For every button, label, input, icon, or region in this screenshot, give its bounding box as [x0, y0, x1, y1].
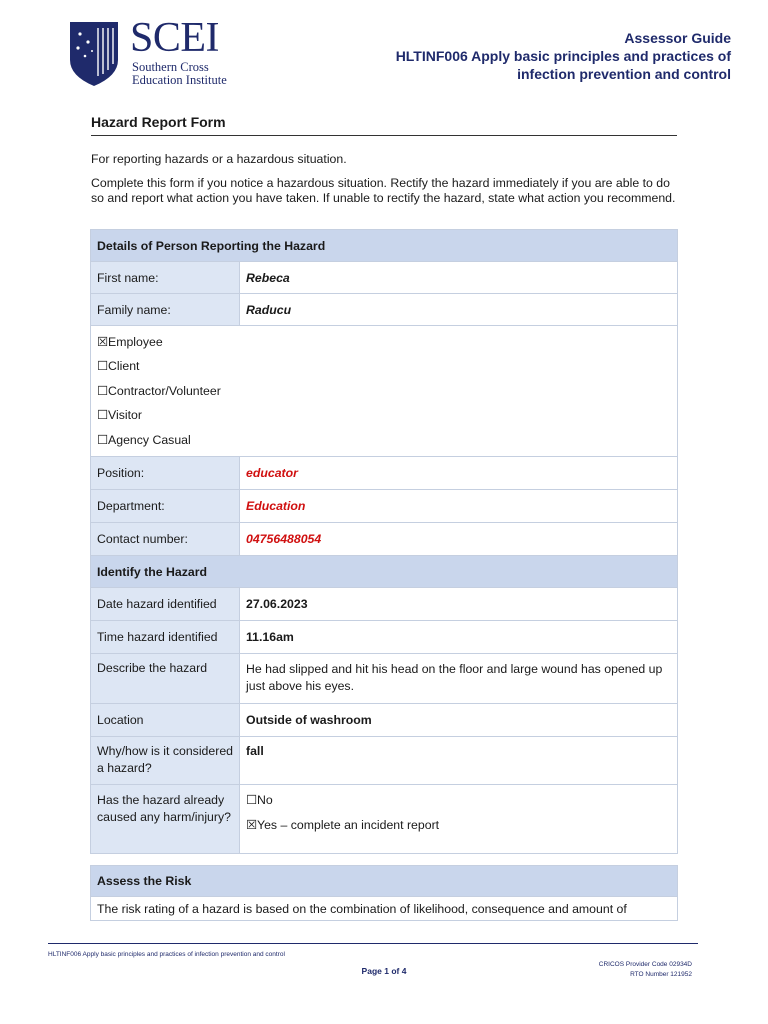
time-value[interactable]: 11.16am: [240, 621, 678, 654]
page-number: Page 1 of 4: [361, 966, 407, 976]
department-value[interactable]: Education: [240, 490, 678, 523]
footer-unit: HLTINF006 Apply basic principles and practices of infection prevention and control: [48, 951, 285, 958]
contact-label: Contact number:: [91, 523, 240, 556]
harm-checkboxes: [240, 785, 678, 854]
department-label: Department:: [91, 490, 240, 523]
why-value[interactable]: fall: [240, 737, 678, 785]
form-intro: [91, 152, 681, 215]
harm-yes-checkbox[interactable]: ☒Yes – complete an incident report: [246, 817, 440, 832]
contact-value[interactable]: 04756488054: [240, 523, 678, 556]
first-name-value[interactable]: Rebeca: [240, 262, 678, 294]
role-checkboxes: [91, 326, 678, 457]
unit-title-line1: HLTINF006 Apply basic principles and practices of: [395, 48, 731, 64]
cricos-code: CRICOS Provider Code 02934D: [598, 961, 692, 968]
family-name-label: Family name:: [91, 294, 240, 326]
logo-wordmark: SCEI: [130, 15, 220, 61]
describe-label: Describe the hazard: [91, 654, 240, 704]
risk-heading: Assess the Risk: [91, 866, 678, 897]
role-client-checkbox[interactable]: ☐Client: [97, 359, 140, 374]
location-value[interactable]: Outside of washroom: [240, 704, 678, 737]
scei-logo: [68, 15, 258, 90]
logo-subtitle-line1: Southern Cross: [132, 60, 209, 74]
guide-title: Assessor Guide: [624, 30, 731, 46]
date-value[interactable]: 27.06.2023: [240, 588, 678, 621]
intro-paragraph: Complete this form if you notice a hazardous situation. Rectify the hazard immediately if you are able to do so and report what action you have taken. If unable to rectify the hazard, state what action you recommend.: [91, 176, 676, 205]
role-visitor-checkbox[interactable]: ☐Visitor: [97, 408, 142, 423]
location-label: Location: [91, 704, 240, 737]
time-label: Time hazard identified: [91, 621, 240, 654]
role-agency-checkbox[interactable]: ☐Agency Casual: [97, 432, 191, 447]
describe-value[interactable]: He had slipped and hit his head on the floor and large wound has opened up just above his eyes.: [240, 654, 678, 704]
intro-line: For reporting hazards or a hazardous situation.: [91, 152, 347, 166]
document-header: [396, 29, 731, 83]
date-label: Date hazard identified: [91, 588, 240, 621]
position-label: Position:: [91, 457, 240, 490]
form-title: Hazard Report Form: [91, 114, 677, 136]
role-contractor-checkbox[interactable]: ☐Contractor/Volunteer: [97, 383, 221, 398]
why-label: Why/how is it considered a hazard?: [91, 737, 240, 785]
footer-divider: [48, 943, 698, 944]
unit-title-line2: infection prevention and control: [517, 66, 731, 82]
logo-subtitle-line2: Education Institute: [132, 73, 227, 87]
reporter-heading: Details of Person Reporting the Hazard: [91, 230, 678, 262]
harm-no-checkbox[interactable]: ☐No: [246, 793, 273, 807]
first-name-label: First name:: [91, 262, 240, 294]
hazard-heading: Identify the Hazard: [91, 556, 678, 588]
logo-subtitle: [132, 61, 227, 87]
position-value[interactable]: educator: [240, 457, 678, 490]
reporter-details-table: [90, 229, 678, 854]
footer-codes: [599, 960, 692, 980]
family-name-value[interactable]: Raducu: [240, 294, 678, 326]
assess-risk-table: [90, 865, 678, 921]
risk-text: The risk rating of a hazard is based on the combination of likelihood, consequence and amount of: [91, 897, 678, 921]
role-employee-checkbox[interactable]: ☒Employee: [97, 334, 163, 349]
rto-number: RTO Number 121952: [630, 971, 692, 978]
shield-logo-icon: [68, 18, 120, 88]
harm-label: Has the hazard already caused any harm/injury?: [91, 785, 240, 854]
